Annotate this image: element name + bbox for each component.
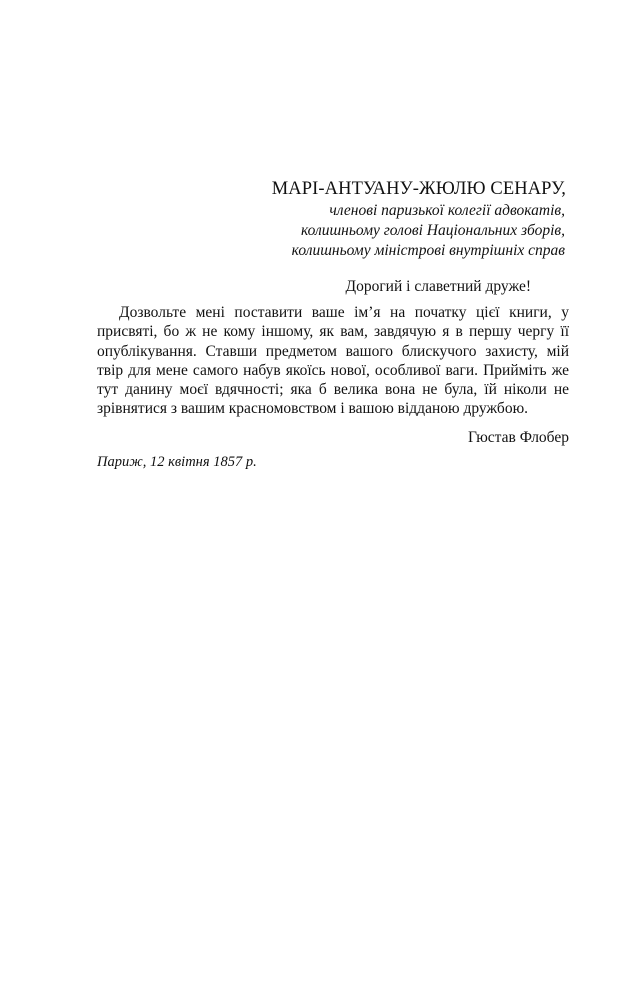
dedicatee-titles xyxy=(97,201,565,261)
author-signature: Гюстав Флобер xyxy=(468,428,569,446)
dedicatee-title-line: членові паризької колегії адвокатів, xyxy=(329,202,565,219)
dedication-body: Дозвольте мені поставити ваше ім’я на початку цієї книги, у присвяті, бо ж не кому іншому, як вам, завдячую я в першу чергу її опублікування. Ставши предметом вашого блискучого захисту, мій твір для мене самого набув якоїсь нової, особливої ваги. Прийміть же тут данину моєї вдячності; яка б велика вона не була, їй ніколи не зрівнятися з вашим красномовством і вашою відданою дружбою. xyxy=(97,304,569,418)
dedicatee-name: МАРІ-АНТУАНУ-ЖЮЛЮ СЕНАРУ, xyxy=(271,179,566,199)
place-and-date: Париж, 12 квітня 1857 р. xyxy=(97,453,257,470)
dedicatee-title-line: колишньому міністрові внутрішніх справ xyxy=(291,242,565,259)
dedicatee-title-line: колишньому голові Національних зборів, xyxy=(300,222,565,239)
dedication-page xyxy=(97,178,569,472)
salutation: Дорогий і славетний друже! xyxy=(345,278,531,295)
